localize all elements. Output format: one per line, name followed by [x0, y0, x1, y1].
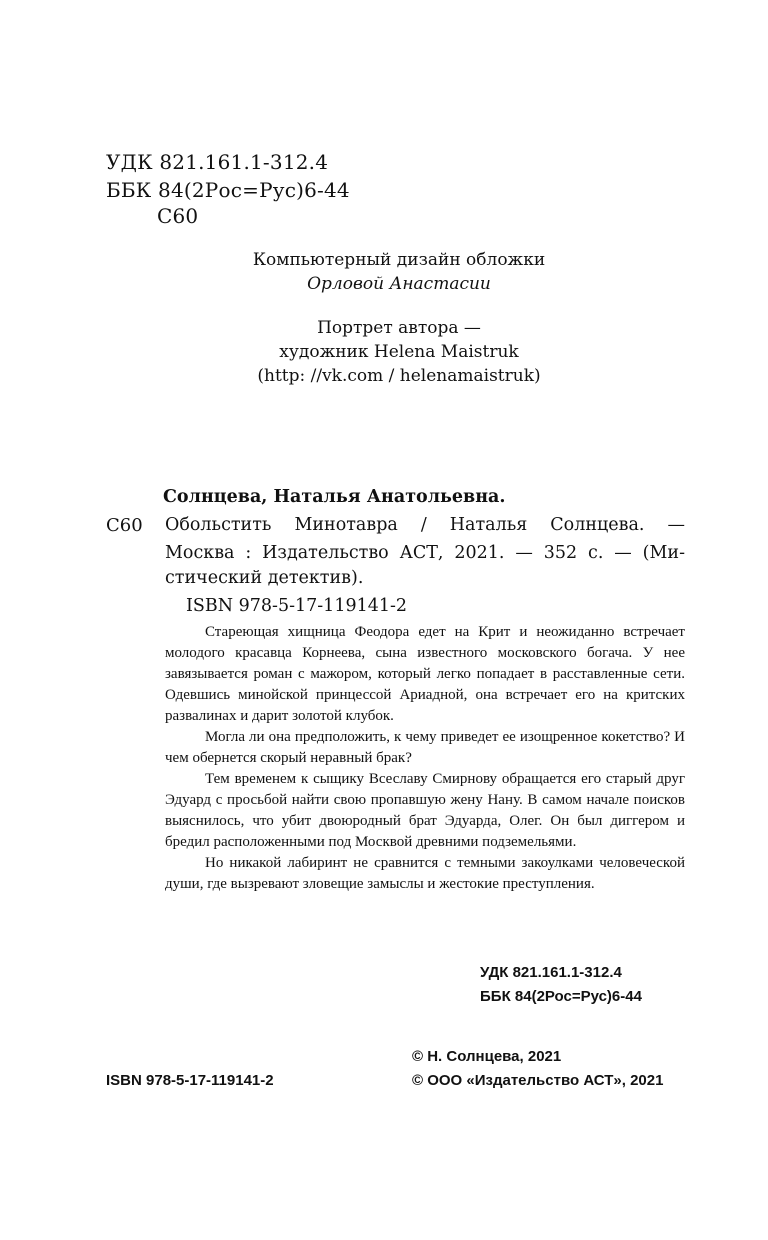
annotation: [165, 622, 685, 895]
footer-isbn: ISBN 978-5-17-119141-2: [106, 1072, 274, 1089]
bbk-code: ББК 84(2Рос=Рус)6-44: [106, 178, 350, 202]
bottom-udk: УДК 821.161.1-312.4: [480, 964, 622, 981]
portrait-line-3: (http: //vk.com / helenamaistruk): [257, 366, 541, 386]
catalog-mark: С60: [106, 515, 143, 536]
bottom-bbk: ББК 84(2Рос=Рус)6-44: [480, 988, 642, 1005]
isbn-line: ISBN 978-5-17-119141-2: [186, 596, 408, 616]
udk-code: УДК 821.161.1-312.4: [106, 150, 329, 174]
copyright-author: © Н. Солнцева, 2021: [412, 1048, 562, 1065]
portrait-line-1: Портрет автора —: [317, 318, 481, 338]
description-line-3: стический детектив).: [165, 568, 364, 588]
annotation-paragraph: Тем временем к сыщику Всеславу Смирнову обращается его старый друг Эдуард с просьбой найти свою пропавшую жену Нану. В самом начале поисков выяснилось, что убит двоюродный брат Эдуарда, Олег. Он был диггером и бредил расположенными под Москвой древними подземельями.: [165, 771, 685, 850]
annotation-paragraph: Могла ли она предположить, к чему приведет ее изощренное кокетство? И чем обернется скорый неравный брак?: [165, 729, 685, 766]
portrait-line-2: художник Helena Maistruk: [279, 342, 519, 362]
author-heading: Солнцева, Наталья Анатольевна.: [163, 487, 506, 507]
description-line-1: Обольстить Минотавра / Наталья Солнцева. —: [165, 515, 685, 535]
copyright-publisher: © ООО «Издательство АСТ», 2021: [412, 1072, 664, 1089]
cover-design-line: Компьютерный дизайн обложки: [252, 250, 546, 270]
author-mark: С60: [157, 204, 199, 228]
cover-designer: Орловой Анастасии: [307, 274, 491, 294]
description-line-2: Москва : Издательство АСТ, 2021. — 352 с. — (Ми-: [165, 543, 685, 563]
annotation-paragraph: Стареющая хищница Феодора едет на Крит и неожиданно встречает молодого красавца Корнеева, сына известного московского богача. У нее завязывается роман с мажором, который легко попадает в расставленные сети. Одевшись минойской принцессой Ариадной, она встречает его на критских развалинах и дарит золотой клубок.: [165, 624, 685, 724]
annotation-paragraph: Но никакой лабиринт не сравнится с темными закоулками человеческой души, где вызревают зловещие замыслы и жестокие преступления.: [165, 855, 685, 892]
